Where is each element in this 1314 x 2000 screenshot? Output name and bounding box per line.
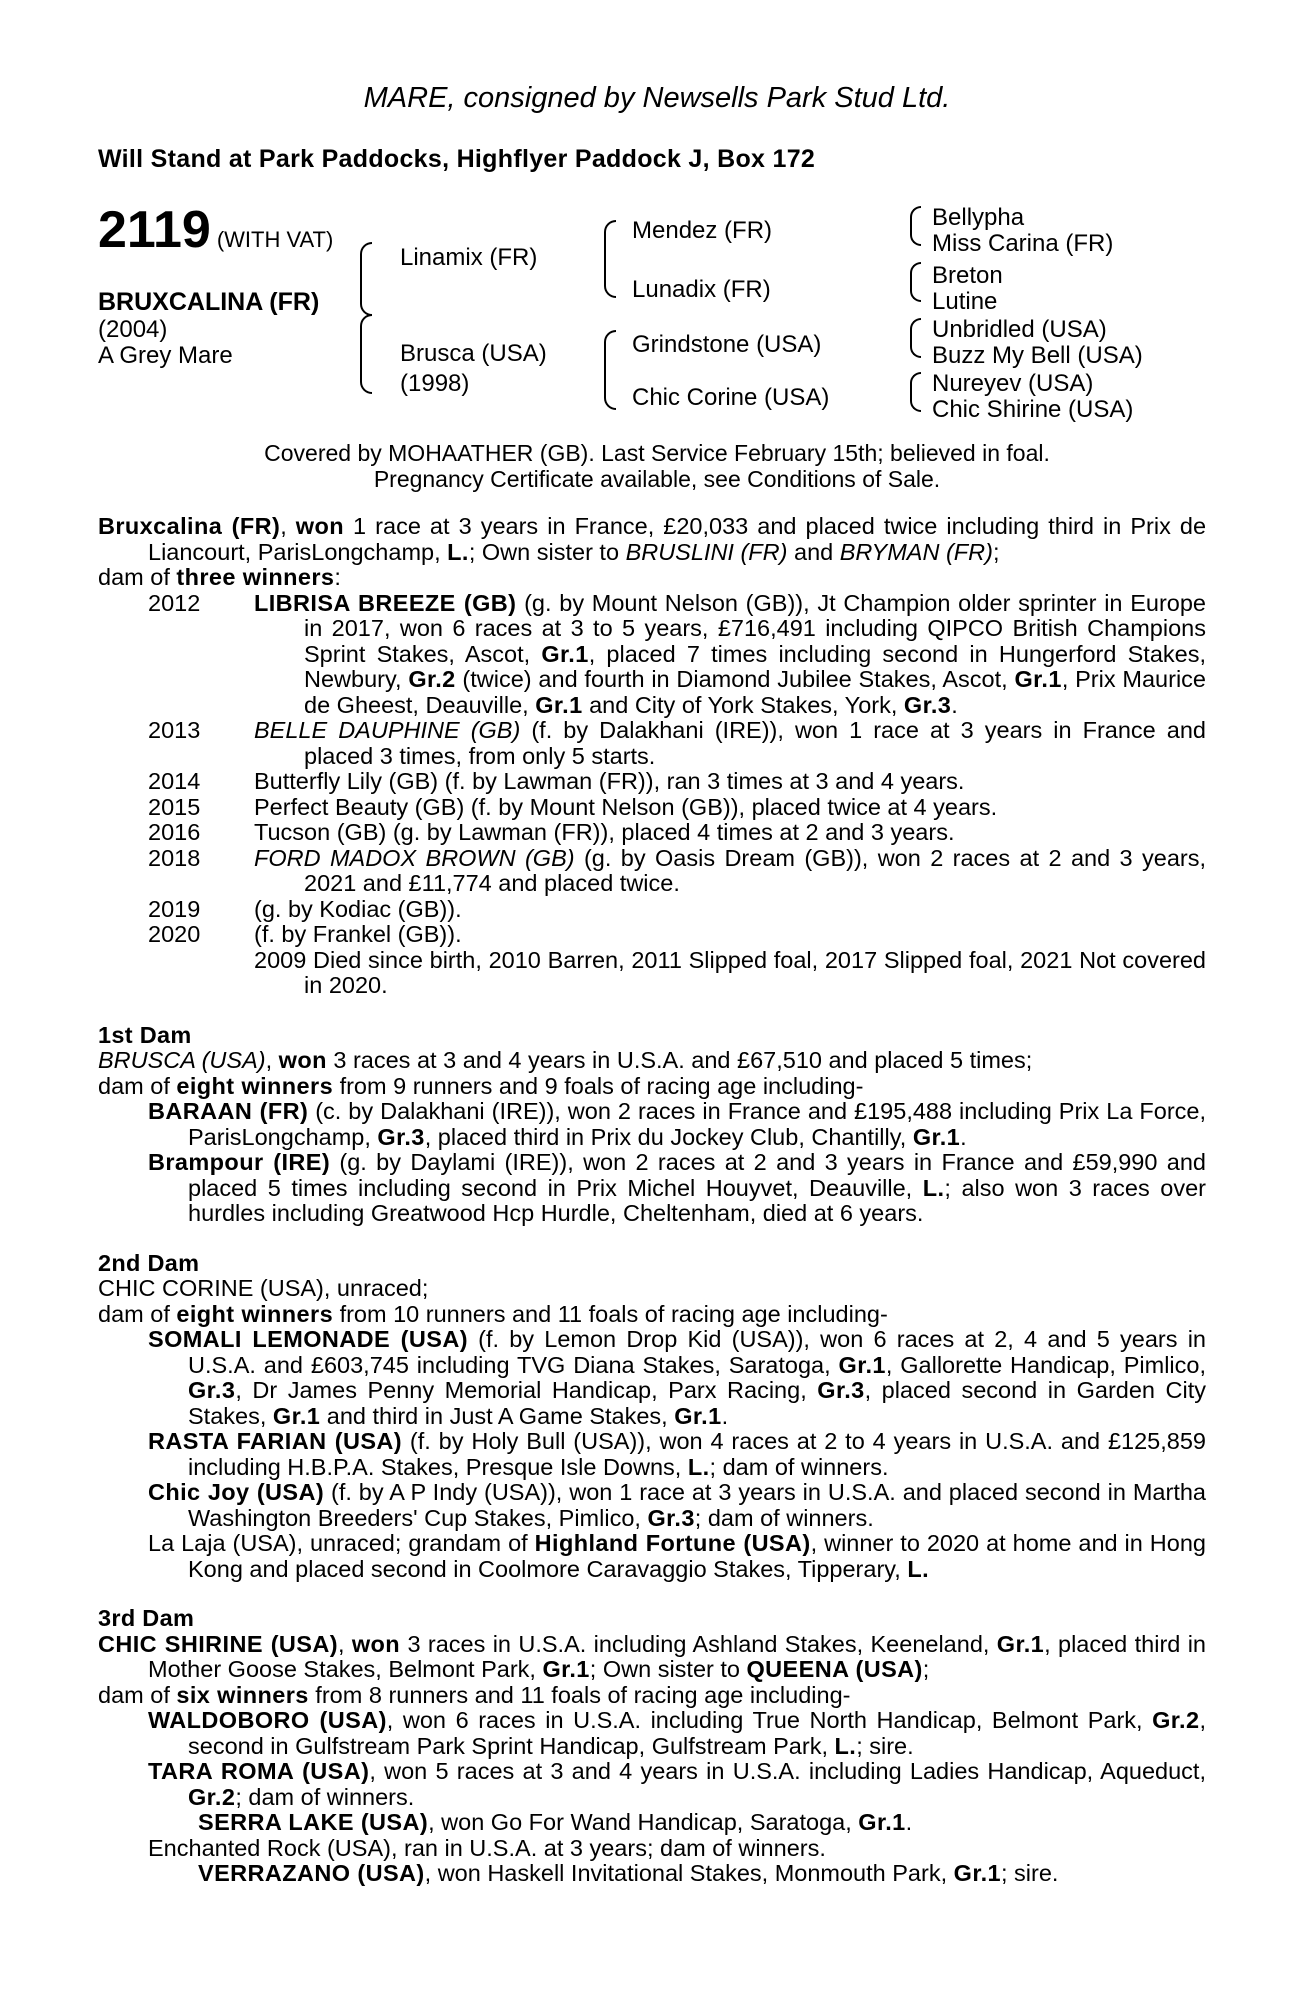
pedigree-dsd: Buzz My Bell (USA) xyxy=(932,342,1143,369)
produce-entry xyxy=(98,1480,1206,1531)
horse-year: (2004) xyxy=(98,316,168,343)
produce-entry xyxy=(98,1150,1206,1227)
produce-text xyxy=(254,768,964,794)
pedigree-sire-dam: Lunadix (FR) xyxy=(632,276,771,303)
text-run: (twice) and fourth in Diamond Jubilee Stakes, Ascot, xyxy=(455,666,1015,692)
text-run: (f. by Lemon Drop Kid (USA)), won 6 races at 2, 4 and 5 years in U.S.A. and £603,745 including TVG Diana Stakes, Saratoga, xyxy=(188,1326,1206,1378)
conjunction: and xyxy=(787,538,840,565)
bold-text: won xyxy=(351,1630,401,1657)
produce-year: 2020 xyxy=(148,921,201,947)
catalogue-title: MARE, consigned by Newsells Park Stud Ltd. xyxy=(363,82,951,114)
pedigree-dam: Brusca (USA) xyxy=(400,340,547,367)
produce-text xyxy=(254,819,954,845)
bold-text: Gr.3 xyxy=(377,1123,425,1150)
produce-text xyxy=(254,590,1206,718)
bold-text: WALDOBORO (USA) xyxy=(148,1707,387,1733)
bold-text: SERRA LAKE (USA) xyxy=(198,1809,429,1835)
text-run: (f. by A P Indy (USA)), won 1 race at 3 years in U.S.A. and placed second in Martha Washington Breeders' Cup Stakes, Pimlico, xyxy=(188,1479,1206,1531)
bold-text: LIBRISA BREEZE (GB) xyxy=(254,589,517,616)
text-run: , placed 7 times including second in Hungerford Stakes, Newbury, xyxy=(304,640,1207,692)
lot-number xyxy=(98,202,333,268)
produce-row xyxy=(98,795,1206,821)
pedigree-brace-2b xyxy=(604,330,616,410)
text-run: , placed second in Garden City Stakes, xyxy=(188,1377,1206,1429)
second-dam-entries xyxy=(98,1327,1206,1582)
produce-entry xyxy=(98,1429,1206,1480)
text-run: . xyxy=(960,1123,967,1150)
text-run: Perfect Beauty (GB) (f. by Mount Nelson (GB)), placed twice at 4 years. xyxy=(254,793,998,820)
pedigree-dam-year: (1998) xyxy=(400,370,470,397)
pedigree-ssd: Miss Carina (FR) xyxy=(932,230,1114,257)
pedigree-ddd: Chic Shirine (USA) xyxy=(932,396,1134,423)
produce-entry xyxy=(98,1836,1206,1862)
pedigree-dam-dam: Chic Corine (USA) xyxy=(632,384,830,411)
produce-entry xyxy=(98,1810,1206,1836)
bold-text: Gr.2 xyxy=(408,666,456,692)
bold-text: Brampour (IRE) xyxy=(148,1149,331,1175)
bold-text: L. xyxy=(687,1453,710,1480)
produce-year: 2016 xyxy=(148,819,201,845)
text-run: , xyxy=(265,1047,279,1073)
text-run: , Gallorette Handicap, Pimlico, xyxy=(885,1351,1207,1378)
bold-text: Gr.1 xyxy=(838,1351,886,1378)
text-run: , won 5 races at 3 and 4 years in U.S.A. including Ladies Handicap, Aqueduct, xyxy=(369,1758,1206,1784)
bold-text: eight winners xyxy=(176,1072,334,1099)
text-run: Enchanted Rock (USA), ran in U.S.A. at 3 years; dam of winners. xyxy=(148,1834,826,1861)
text-run: , winner to 2020 at home and in Hong Kong and placed second in Coolmore Caravaggio Stakes, Tipperary, xyxy=(188,1530,1206,1582)
bold-text: Gr.1 xyxy=(541,640,589,667)
produce-text xyxy=(254,717,1206,769)
text-run: , won 6 races in U.S.A. including True North Handicap, Belmont Park, xyxy=(386,1707,1153,1733)
text-run: (g. by Kodiac (GB)). xyxy=(254,895,462,922)
pedigree-brace-2a xyxy=(604,220,616,298)
produce-year: 2015 xyxy=(148,793,201,820)
pregnancy-note: Pregnancy Certificate available, see Conditions of Sale. xyxy=(373,466,941,492)
bold-text: Gr.1 xyxy=(858,1809,906,1835)
bold-text: L. xyxy=(922,1174,945,1201)
first-dam-heading: 1st Dam xyxy=(98,1021,192,1048)
text-run: from 10 runners and 11 foals of racing age including- xyxy=(333,1300,888,1327)
text-run: Butterfly Lily (GB) (f. by Lawman (FR)), ran 3 times at 3 and 4 years. xyxy=(254,768,965,794)
produce-year: 2019 xyxy=(148,895,201,922)
dam-of-label: dam of xyxy=(98,564,177,590)
text-run: ; dam of winners. xyxy=(694,1504,874,1531)
text-run: 3 races at 3 and 4 years in U.S.A. and £67,510 and placed 5 times; xyxy=(326,1047,1033,1073)
text-run: , placed third in Prix du Jockey Club, Chantilly, xyxy=(424,1123,913,1150)
mare-record-text2: ; Own sister to xyxy=(468,538,626,565)
produce-list xyxy=(98,591,1206,999)
italic-text: BELLE DAUPHINE (GB) xyxy=(254,717,521,743)
pedigree-sire-sire: Mendez (FR) xyxy=(632,217,773,244)
bold-text: Gr.1 xyxy=(542,1656,590,1682)
bold-text: TARA ROMA (USA) xyxy=(148,1758,370,1784)
produce-entry xyxy=(98,1861,1206,1887)
bold-text: L. xyxy=(907,1555,930,1582)
bold-text: Highland Fortune (USA) xyxy=(534,1530,811,1556)
punctuation: : xyxy=(334,564,341,590)
third-dam-heading: 3rd Dam xyxy=(98,1605,195,1631)
pedigree-brace-3c xyxy=(910,318,921,358)
italic-text: BRUSCA (USA) xyxy=(98,1047,266,1073)
text-run: (g. by Mount Nelson (GB)), Jt Champion older sprinter in Europe in 2017, won 6 races at 3 to 5 years, £716,491 including QIPCO British Champions Sprint Stakes, Ascot, xyxy=(304,589,1206,667)
bold-text: Gr.1 xyxy=(996,1630,1045,1657)
text-run: from 9 runners and 9 foals of racing age including- xyxy=(333,1072,864,1099)
bold-text: Gr.3 xyxy=(903,691,952,718)
pedigree-sds: Breton xyxy=(932,262,1003,289)
text-run: ; sire. xyxy=(856,1732,914,1759)
bold-text: eight winners xyxy=(176,1300,334,1327)
text-run: ; sire. xyxy=(1000,1860,1059,1886)
produce-year: 2013 xyxy=(148,717,201,743)
horse-name: BRUXCALINA (FR) xyxy=(98,288,320,316)
text-run: (f. by Dalakhani (IRE)), won 1 race at 3 years in France and placed 3 times, from only 5 starts. xyxy=(304,717,1206,769)
italic-text: FORD MADOX BROWN (GB) xyxy=(254,844,575,871)
bold-text: VERRAZANO (USA) xyxy=(198,1860,425,1886)
produce-entry xyxy=(98,1531,1206,1582)
first-dam-intro xyxy=(98,1048,1206,1074)
lot-number-value: 2119 xyxy=(98,201,211,259)
bold-text: won xyxy=(278,1047,327,1073)
text-run: ; Own sister to xyxy=(589,1656,747,1682)
pedigree-sire: Linamix (FR) xyxy=(400,244,538,271)
bold-text: six winners xyxy=(176,1681,309,1708)
text-run: , Dr James Penny Memorial Handicap, Parx Racing, xyxy=(235,1377,818,1403)
produce-entry xyxy=(98,1708,1206,1759)
bold-text: Gr.2 xyxy=(188,1783,236,1810)
bold-text: BARAAN (FR) xyxy=(148,1098,309,1124)
vat-label: (WITH VAT) xyxy=(216,227,334,252)
text-run: dam of xyxy=(98,1300,177,1327)
pedigree-brace-3d xyxy=(910,372,921,412)
produce-text xyxy=(254,794,997,820)
produce-row xyxy=(98,948,1206,999)
mare-won: won xyxy=(295,513,344,539)
produce-text xyxy=(254,896,462,922)
bold-text: Gr.3 xyxy=(647,1504,695,1531)
pedigree-dss: Unbridled (USA) xyxy=(932,316,1107,343)
text-run: ; also won 3 races over hurdles including Greatwood Hcp Hurdle, Cheltenham, died at 6 years. xyxy=(188,1174,1206,1226)
produce-row xyxy=(98,718,1206,769)
second-dam-intro xyxy=(98,1276,1206,1302)
horse-description: A Grey Mare xyxy=(98,342,233,369)
text-run: dam of xyxy=(98,1681,177,1708)
produce-row xyxy=(98,591,1206,719)
text-run: ; dam of winners. xyxy=(235,1783,415,1810)
text-run: , second in Gulfstream Park Sprint Handicap, Gulfstream Park, xyxy=(188,1707,1206,1759)
winners-count: three winners xyxy=(176,564,335,590)
text-run: dam of xyxy=(98,1072,177,1099)
bold-text: Gr.1 xyxy=(674,1402,722,1429)
bold-text: Gr.2 xyxy=(1152,1707,1200,1733)
text-run: and third in Just A Game Stakes, xyxy=(320,1402,675,1429)
produce-row xyxy=(98,769,1206,795)
mare-name: Bruxcalina (FR) xyxy=(98,513,281,539)
produce-entry xyxy=(98,1327,1206,1429)
text-run: , placed third in Mother Goose Stakes, Belmont Park, xyxy=(148,1630,1206,1682)
bold-text: QUEENA (USA) xyxy=(746,1656,923,1682)
text-run: CHIC CORINE (USA), unraced; xyxy=(98,1275,429,1301)
catalogue-body xyxy=(98,514,1206,1887)
text-run: (g. by Daylami (IRE)), won 2 races at 2 and 3 years in France and £59,990 and placed 5 times including second in Prix Michel Houyvet, Deauville, xyxy=(188,1149,1206,1201)
bold-text: L. xyxy=(834,1732,857,1759)
covering-note: Covered by MOHAATHER (GB). Last Service February 15th; believed in foal. xyxy=(264,440,1050,466)
pedigree-dam-sire: Grindstone (USA) xyxy=(632,331,822,358)
second-dam-heading: 2nd Dam xyxy=(98,1249,200,1276)
bold-text: Gr.3 xyxy=(188,1377,236,1403)
pedigree-brace-3b xyxy=(910,262,921,302)
second-dam-dam-of xyxy=(98,1302,1206,1328)
text-run: . xyxy=(905,1809,913,1835)
text-run: (f. by Holy Bull (USA)), won 4 races at 2 to 4 years in U.S.A. and £125,859 including H.B.P.A. Stakes, Presque Isle Downs, xyxy=(188,1428,1206,1480)
bold-text: Gr.1 xyxy=(912,1123,961,1150)
text-run: , won Go For Wand Handicap, Saratoga, xyxy=(428,1809,859,1835)
stabling-location: Will Stand at Park Paddocks, Highflyer Paddock J, Box 172 xyxy=(98,145,816,173)
third-dam-intro xyxy=(98,1632,1206,1683)
mare-dam-of xyxy=(98,565,1206,591)
text-run: ; dam of winners. xyxy=(709,1453,889,1480)
bold-text: Gr.1 xyxy=(1014,666,1062,692)
produce-entry xyxy=(98,1099,1206,1150)
sibling-name: BRUSLINI (FR) xyxy=(625,538,788,565)
bold-text: Gr.1 xyxy=(535,691,583,718)
pedigree-dds: Nureyev (USA) xyxy=(932,370,1094,397)
produce-row xyxy=(98,922,1206,948)
text-run: . xyxy=(951,691,958,718)
text-run: (c. by Dalakhani (IRE)), won 2 races in France and £195,488 including Prix La Force, ParisLongchamp, xyxy=(188,1098,1206,1150)
text-run: . xyxy=(721,1402,729,1429)
produce-entry xyxy=(98,1759,1206,1810)
first-dam-entries xyxy=(98,1099,1206,1227)
first-dam-dam-of xyxy=(98,1074,1206,1100)
sibling-name: BRYMAN (FR) xyxy=(839,538,993,565)
text-run: Tucson (GB) (g. by Lawman (FR)), placed 4 times at 2 and 3 years. xyxy=(254,819,955,845)
text-run: (g. by Oasis Dream (GB)), won 2 races at 2 and 3 years, 2021 and £11,774 and placed twice. xyxy=(304,844,1206,896)
text-run: 2009 Died since birth, 2010 Barren, 2011 Slipped foal, 2017 Slipped foal, 2021 Not covered in 2020. xyxy=(254,946,1206,998)
third-dam-dam-of xyxy=(98,1683,1206,1709)
text-run: , won Haskell Invitational Stakes, Monmouth Park, xyxy=(424,1860,954,1886)
bold-text: RASTA FARIAN (USA) xyxy=(148,1428,403,1454)
mare-record: Bruxcalina (FR), won 1 race at 3 years in France, £20,033 and placed twice including third in Prix de Liancourt, ParisLongchamp, L.; Own sister to BRUSLINI (FR) and BRYMAN (FR); xyxy=(98,513,1207,565)
produce-text xyxy=(254,845,1206,897)
bold-text: SOMALI LEMONADE (USA) xyxy=(148,1326,468,1352)
produce-year: 2018 xyxy=(148,844,201,871)
punctuation: ; xyxy=(992,538,1000,565)
text-run: from 8 runners and 11 foals of racing age including- xyxy=(308,1681,851,1708)
produce-text xyxy=(254,921,462,947)
bold-text: Gr.1 xyxy=(272,1402,321,1429)
pedigree-sss: Bellypha xyxy=(932,204,1025,231)
produce-row xyxy=(98,846,1206,897)
text-run: ; xyxy=(922,1656,930,1682)
pedigree-brace-3a xyxy=(910,206,921,246)
text-run: , Prix Maurice de Gheest, Deauville, xyxy=(304,666,1206,718)
produce-row xyxy=(98,820,1206,846)
bold-text: Gr.1 xyxy=(953,1860,1001,1886)
bold-text: Chic Joy (USA) xyxy=(148,1479,325,1505)
pedigree-sdd: Lutine xyxy=(932,288,998,315)
bold-text: Gr.3 xyxy=(817,1377,865,1403)
produce-text xyxy=(254,947,1206,999)
text-run: (f. by Frankel (GB)). xyxy=(254,921,462,947)
text-run: , xyxy=(337,1630,352,1657)
text-run: 3 races in U.S.A. including Ashland Stakes, Keeneland, xyxy=(400,1630,997,1657)
produce-year: 2012 xyxy=(148,589,201,616)
pedigree-brace-dam xyxy=(360,314,372,394)
produce-year: 2014 xyxy=(148,768,201,794)
mare-record-text: 1 race at 3 years in France, £20,033 and placed twice including third in Prix de Liancourt, ParisLongchamp, xyxy=(148,513,1207,565)
text-run: La Laja (USA), unraced; grandam of xyxy=(148,1530,535,1556)
produce-row xyxy=(98,897,1206,923)
listed-label: L. xyxy=(447,538,469,565)
bold-text: CHIC SHIRINE (USA) xyxy=(98,1630,338,1657)
text-run: and City of York Stakes, York, xyxy=(582,691,904,718)
third-dam-entries xyxy=(98,1708,1206,1887)
pedigree-brace-sire xyxy=(360,242,372,316)
